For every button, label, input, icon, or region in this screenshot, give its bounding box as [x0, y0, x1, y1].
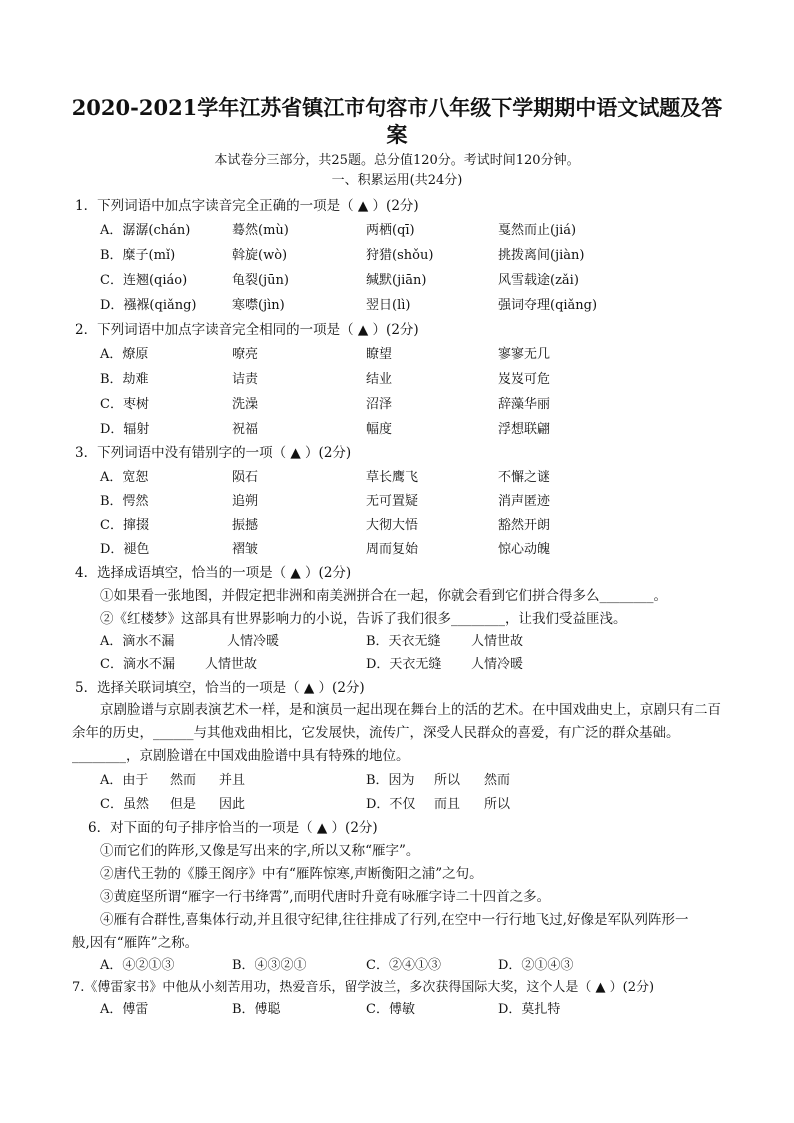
q3-option-d: D．褪色: [100, 542, 150, 557]
section-heading: 一、积累运用(共24分): [331, 173, 463, 188]
q3-option-a-word2: 陨石: [232, 470, 259, 485]
q1-option-d-word3: 翌日(lì): [366, 298, 411, 313]
q4-option-d-word2: 人情冷暖: [471, 657, 524, 672]
q6-sentence-4: ④雁有合群性,喜集体行动,并且很守纪律,往往排成了行列,在空中一行行地飞过,好像是军队列阵形一: [100, 912, 689, 928]
q5-option-c-word2: 但是: [170, 797, 197, 812]
q6-sentence-3: ③黄庭坚所谓“雁字一行书绛霄”,而明代唐时升竟有咏雁字诗二十四首之多。: [100, 889, 551, 905]
q1-option-d: D．襁褓(qiǎng): [100, 298, 197, 313]
q6-option-b: B．④③②①: [232, 958, 307, 973]
q4-option-c-word2: 人情世故: [205, 657, 258, 672]
question-1-stem: 1．下列词语中加点字读音完全正确的一项是（ ▲ ）(2分): [75, 198, 419, 214]
q1-option-b-word2: 斡旋(wò): [232, 248, 288, 263]
q5-option-b-word2: 所以: [434, 773, 461, 788]
q1-option-b-word3: 狩猎(shǒu): [366, 248, 434, 263]
q1-option-d-word4: 强词夺理(qiǎng): [498, 298, 598, 313]
q4-option-a: A．滴水不漏: [100, 634, 175, 649]
q2-option-b-word3: 结业: [366, 372, 393, 387]
q4-option-b: B．天衣无缝: [366, 634, 441, 649]
q3-option-c-word2: 振撼: [232, 518, 259, 533]
q4-option-d: D．天衣无缝: [366, 657, 442, 672]
q1-option-c-word2: 龟裂(jūn): [232, 273, 289, 288]
q3-option-c: C．撺掇: [100, 518, 149, 533]
q5-option-d: D．不仅: [366, 797, 416, 812]
q3-option-a: A．宽恕: [100, 470, 149, 485]
q6-option-d: D．②①④③: [498, 958, 574, 973]
q5-option-b-word3: 然而: [484, 773, 511, 788]
q7-option-b: B．傅聪: [232, 1002, 281, 1017]
q1-option-c-word3: 缄默(jiān): [366, 273, 427, 288]
q2-option-c-word3: 沼泽: [366, 397, 393, 412]
q7-option-d: D．莫扎特: [498, 1002, 561, 1017]
q3-option-c-word4: 豁然开朗: [498, 518, 551, 533]
q4-option-a-word2: 人情冷暖: [227, 634, 280, 649]
q2-option-c: C．枣树: [100, 397, 149, 412]
q6-sentence-2: ②唐代王勃的《滕王阁序》中有“雁阵惊寒,声断衡阳之浦”之句。: [100, 866, 483, 882]
page-title: [60, 94, 734, 148]
q3-option-d-word3: 周而复始: [366, 542, 419, 557]
q7-option-a: A．傅雷: [100, 1002, 149, 1017]
q3-option-b-word2: 追朔: [232, 494, 259, 509]
q3-option-a-word4: 不懈之谜: [498, 470, 551, 485]
q3-option-c-word3: 大彻大悟: [366, 518, 419, 533]
q5-option-b: B．因为: [366, 773, 415, 788]
title-line-1: 2020-2021学年江苏省镇江市句容市八年级下学期期中语文试题及答: [71, 95, 723, 120]
q2-option-d-word4: 浮想联翩: [498, 422, 551, 437]
q5-option-c-word3: 因此: [219, 797, 246, 812]
q2-option-b-word4: 岌岌可危: [498, 372, 551, 387]
q3-option-b-word4: 消声匿迹: [498, 494, 551, 509]
q1-option-b: B．糜子(mǐ): [100, 248, 176, 263]
q2-option-a-word2: 嘹亮: [232, 347, 259, 362]
q2-option-d-word3: 幅度: [366, 422, 393, 437]
q1-option-b-word4: 挑拨离间(jiàn): [498, 248, 585, 263]
q1-option-a: A．潺潺(chán): [100, 223, 191, 238]
q5-option-d-word3: 所以: [484, 797, 511, 812]
question-6-stem: 6．对下面的句子排序恰当的一项是（ ▲ ）(2分): [88, 820, 378, 836]
q1-option-a-word4: 戛然而止(jiá): [498, 223, 577, 238]
q2-option-b: B．劫难: [100, 372, 149, 387]
question-4-stem: 4．选择成语填空，恰当的一项是（ ▲ ）(2分): [75, 565, 352, 581]
q2-option-d: D．辐射: [100, 422, 150, 437]
q6-sentence-4-cont: 般,因有“雁阵”之称。: [72, 935, 199, 951]
q5-option-a-word2: 然而: [170, 773, 197, 788]
q5-passage-text: 京剧脸谱与京剧表演艺术一样，是和演员一起出现在舞台上的活的艺术。在中国戏曲史上，京剧只有二百余年的历史，______与其他戏曲相比，它发展快，流传广，深受人民群众的喜爱，有广泛的群众基础。________，京剧脸谱在中国戏曲脸谱中具有特殊的地位。: [72, 702, 721, 764]
q6-option-c: C．②④①③: [366, 958, 441, 973]
question-5-stem: 5．选择关联词填空，恰当的一项是（ ▲ ）(2分): [75, 680, 365, 696]
question-3-stem: 3．下列词语中没有错别字的一项（ ▲ ）(2分): [75, 445, 352, 461]
q2-option-c-word4: 辞藻华丽: [498, 397, 551, 412]
q1-option-a-word3: 两栖(qī): [366, 223, 415, 238]
q6-sentence-1: ①而它们的阵形,又像是写出来的字,所以又称“雁字”。: [100, 843, 420, 859]
q4-sentence-1: ①如果看一张地图，并假定把非洲和南美洲拼合在一起，你就会看到它们拼合得多么________。: [100, 588, 667, 604]
q2-option-a-word4: 寥寥无几: [498, 347, 551, 362]
q4-option-b-word2: 人情世故: [471, 634, 524, 649]
q3-option-b-word3: 无可置疑: [366, 494, 419, 509]
q5-option-a: A．由于: [100, 773, 149, 788]
q6-option-a: A．④②①③: [100, 958, 175, 973]
q1-option-d-word2: 寒噤(jìn): [232, 298, 285, 313]
q2-option-b-word2: 诘责: [232, 372, 259, 387]
q3-option-d-word4: 惊心动魄: [498, 542, 551, 557]
q2-option-d-word2: 祝福: [232, 422, 259, 437]
q2-option-a: A．燎原: [100, 347, 149, 362]
q3-option-d-word2: 褶皱: [232, 542, 259, 557]
q2-option-a-word3: 瞭望: [366, 347, 393, 362]
q5-passage: [72, 699, 722, 768]
q2-option-c-word2: 洗澡: [232, 397, 259, 412]
q5-option-a-word3: 并且: [219, 773, 246, 788]
q3-option-b: B．愕然: [100, 494, 149, 509]
q4-option-c: C．滴水不漏: [100, 657, 175, 672]
q5-option-c: C．虽然: [100, 797, 149, 812]
q3-option-a-word3: 草长鹰飞: [366, 470, 419, 485]
q1-option-c: C．连翘(qiáo): [100, 273, 188, 288]
question-7-stem: 7.《傅雷家书》中他从小刻苦用功，热爱音乐，留学波兰，多次获得国际大奖，这个人是（ ▲ ）(2分): [72, 980, 655, 995]
q5-option-d-word2: 而且: [434, 797, 461, 812]
q4-sentence-2: ②《红楼梦》这部具有世界影响力的小说，告诉了我们很多________，让我们受益匪浅。: [100, 611, 627, 627]
exam-intro: 本试卷分三部分，共25题。总分值120分。考试时间120分钟。: [214, 153, 580, 168]
q1-option-a-word2: 蓦然(mù): [232, 223, 289, 238]
title-line-2: 案: [386, 122, 408, 147]
q7-option-c: C．傅敏: [366, 1002, 415, 1017]
q1-option-c-word4: 风雪载途(zǎi): [498, 273, 579, 288]
question-2-stem: 2．下列词语中加点字读音完全相同的一项是（ ▲ ）(2分): [75, 322, 419, 338]
